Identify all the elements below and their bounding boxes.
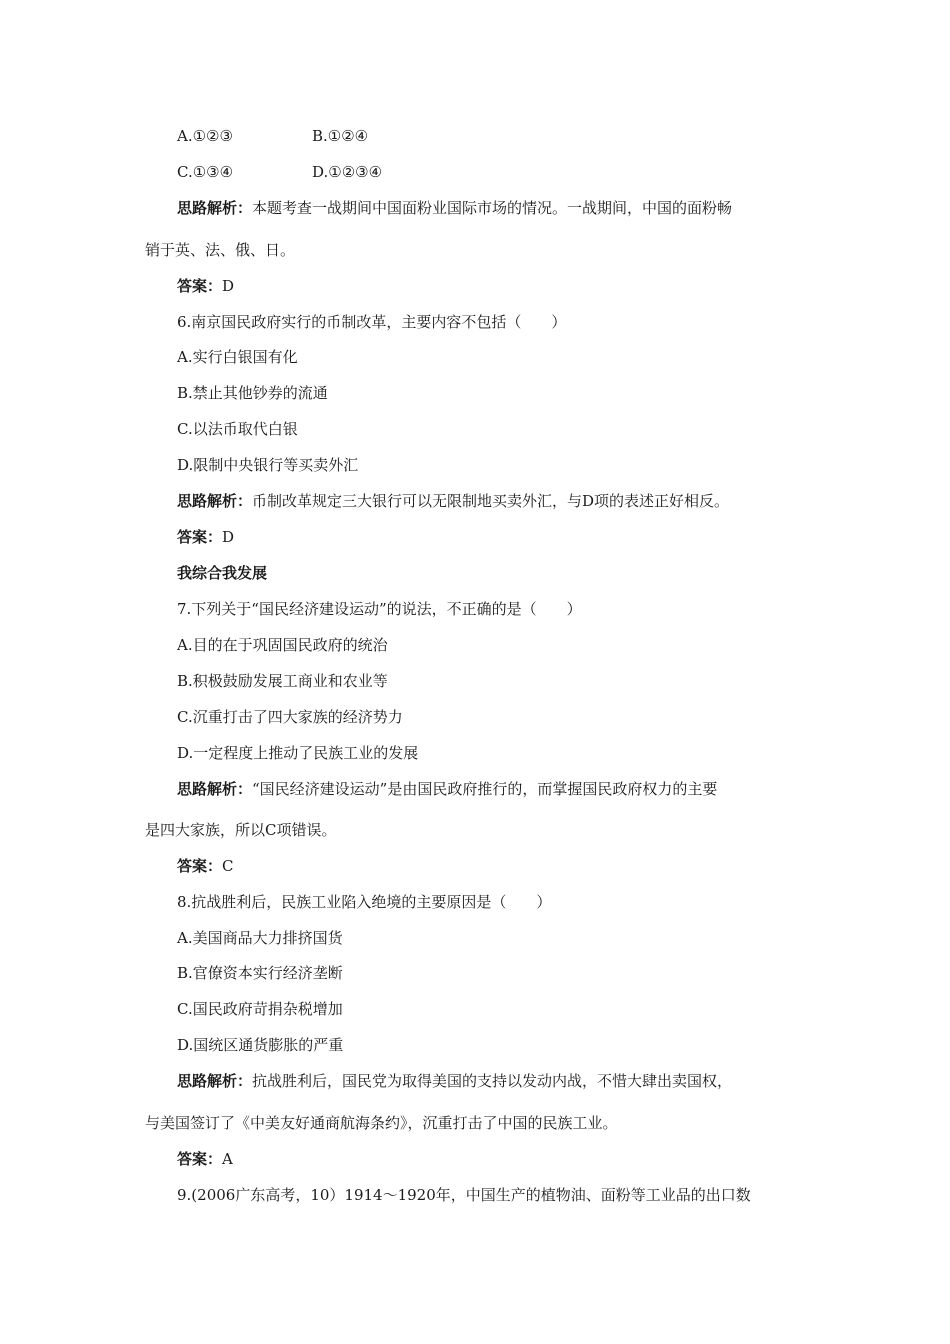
question-6-option-b: B.禁止其他钞券的流通 [177, 384, 328, 402]
answer-label: 答案： [177, 1150, 223, 1168]
answer-value: C [222, 857, 234, 875]
answer-label: 答案： [177, 857, 223, 875]
analysis-q5-cont: 销于英、法、俄、日。 [145, 241, 296, 259]
question-8-option-d: D.国统区通货膨胀的严重 [177, 1036, 344, 1054]
option-c: C.①③④ [177, 163, 234, 181]
options-row-1 [177, 126, 369, 146]
analysis-label: 思路解析： [177, 1072, 253, 1090]
analysis-text: “国民经济建设运动”是由国民政府推行的，而掌握国民政府权力的主要 [252, 780, 718, 798]
section-title: 我综合我发展 [177, 564, 268, 582]
question-7-option-d: D.一定程度上推动了民族工业的发展 [177, 744, 419, 762]
answer-q5 [177, 276, 234, 296]
question-8-option-a: A.美国商品大力排挤国货 [177, 929, 343, 947]
option-b: B.①②④ [312, 127, 369, 145]
analysis-text: 币制改革规定三大银行可以无限制地买卖外汇，与D项的表述正好相反。 [252, 492, 730, 510]
analysis-q7-cont: 是四大家族，所以C项错误。 [145, 821, 337, 839]
question-8-stem: 8.抗战胜利后，民族工业陷入绝境的主要原因是（ ） [177, 893, 552, 911]
answer-q8 [177, 1149, 233, 1169]
analysis-q6 [177, 491, 729, 511]
question-7-stem: 7.下列关于“国民经济建设运动”的说法，不正确的是（ ） [177, 600, 582, 618]
analysis-q8 [177, 1071, 732, 1091]
question-6-stem: 6.南京国民政府实行的币制改革，主要内容不包括（ ） [177, 313, 567, 331]
question-7-option-b: B.积极鼓励发展工商业和农业等 [177, 672, 388, 690]
analysis-q7 [177, 779, 717, 799]
question-6-option-d: D.限制中央银行等买卖外汇 [177, 456, 359, 474]
question-6-option-a: A.实行白银国有化 [177, 348, 298, 366]
question-8-option-b: B.官僚资本实行经济垄断 [177, 964, 343, 982]
analysis-label: 思路解析： [177, 199, 253, 217]
answer-value: D [222, 528, 235, 546]
analysis-text: 本题考查一战期间中国面粉业国际市场的情况。一战期间，中国的面粉畅 [252, 199, 733, 217]
options-row-2 [177, 162, 383, 182]
question-9-stem: 9.(2006广东高考，10）1914～1920年，中国生产的植物油、面粉等工业品的出口数 [177, 1186, 751, 1204]
answer-q6 [177, 527, 234, 547]
question-7-option-c: C.沉重打击了四大家族的经济势力 [177, 708, 403, 726]
answer-label: 答案： [177, 528, 223, 546]
analysis-q8-cont: 与美国签订了《中美友好通商航海条约》，沉重打击了中国的民族工业。 [145, 1114, 618, 1132]
answer-value: D [222, 277, 235, 295]
question-6-option-c: C.以法币取代白银 [177, 420, 298, 438]
answer-label: 答案： [177, 277, 223, 295]
analysis-text: 抗战胜利后，国民党为取得美国的支持以发动内战，不惜大肆出卖国权， [252, 1072, 733, 1090]
answer-q7 [177, 856, 234, 876]
analysis-label: 思路解析： [177, 780, 253, 798]
answer-value: A [222, 1150, 233, 1168]
analysis-q5 [177, 198, 732, 218]
question-7-option-a: A.目的在于巩固国民政府的统治 [177, 636, 388, 654]
option-a: A.①②③ [177, 127, 233, 145]
analysis-label: 思路解析： [177, 492, 253, 510]
question-8-option-c: C.国民政府苛捐杂税增加 [177, 1000, 343, 1018]
option-d: D.①②③④ [312, 163, 383, 181]
